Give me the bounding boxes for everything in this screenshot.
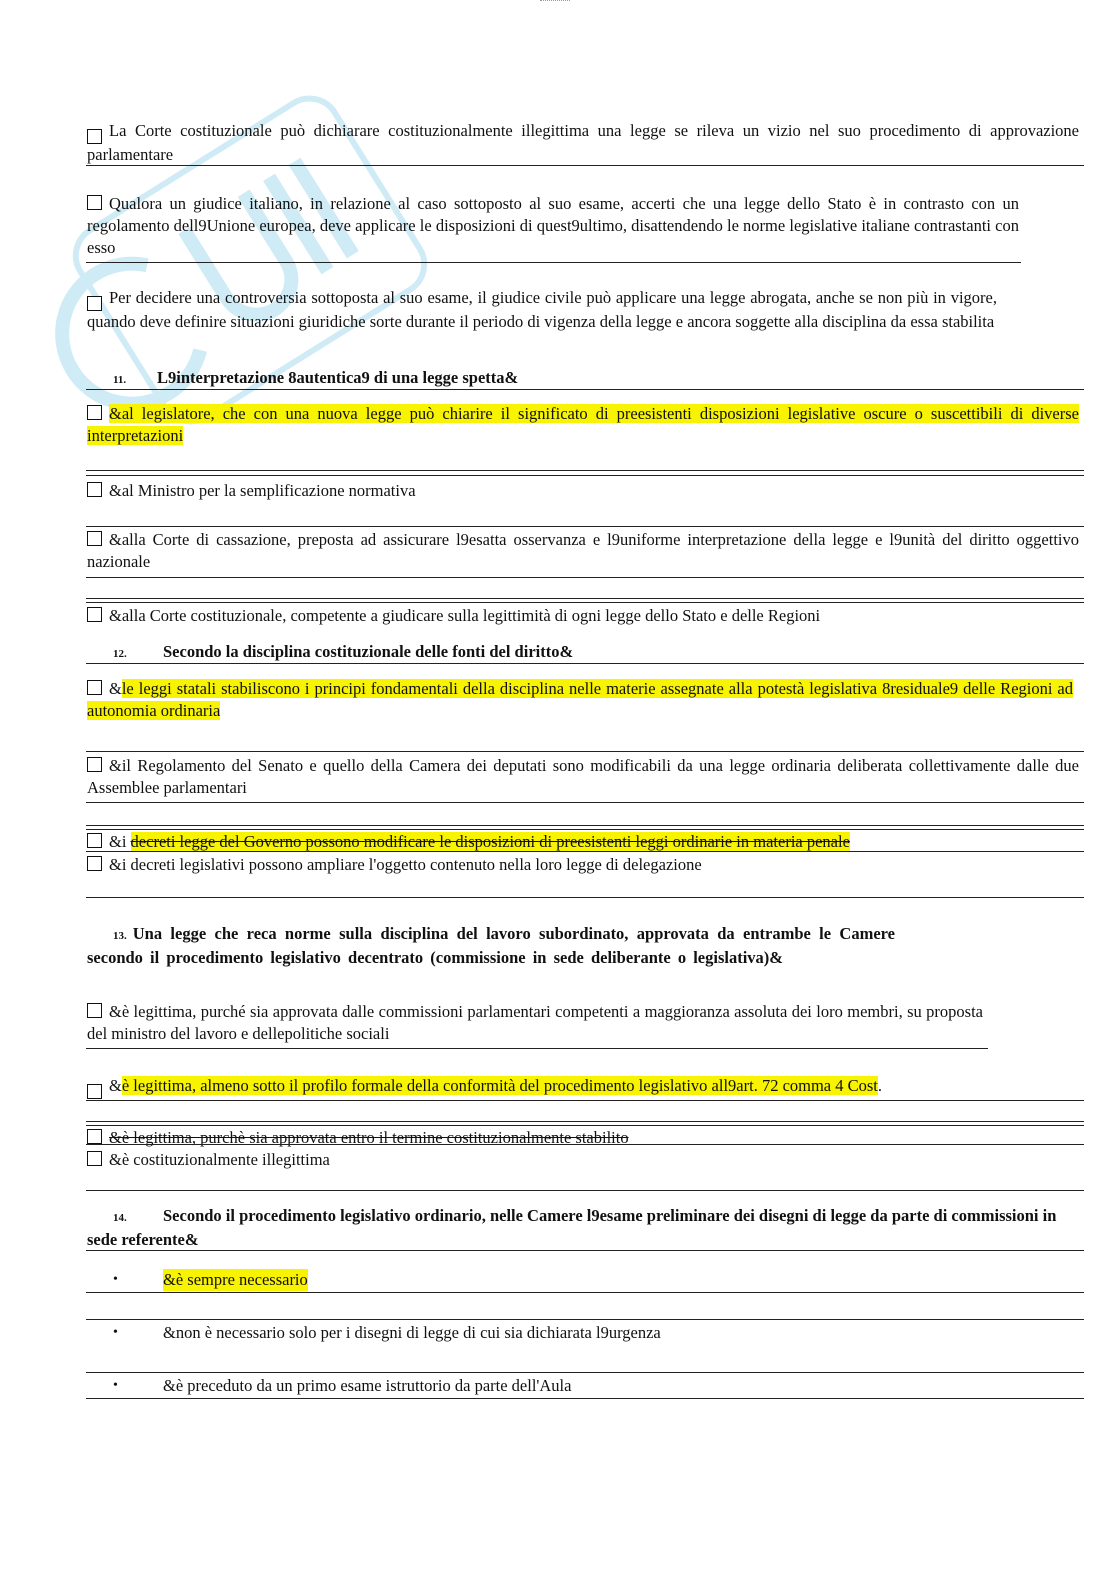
question-14 xyxy=(87,1205,1079,1251)
divider xyxy=(86,1292,1084,1293)
option-13a xyxy=(87,1001,983,1045)
divider xyxy=(86,829,1084,830)
option-13b: &è legittima, almeno sotto il profilo formale della conformità del procedimento legislativo all9art. 72 comma 4 Cost. xyxy=(87,1075,1079,1099)
divider xyxy=(86,851,1084,852)
divider xyxy=(86,1398,1084,1399)
divider xyxy=(86,1144,1084,1145)
option-text: &il Regolamento del Senato e quello della Camera dei deputati sono modificabili da una legge ordinaria deliberata collettivamente dalle due Assemblee parlamentari xyxy=(87,756,1079,797)
question-number: 14. xyxy=(113,1212,127,1224)
checkbox[interactable] xyxy=(87,482,102,497)
option-12d xyxy=(87,854,1079,876)
checkbox[interactable] xyxy=(87,1129,102,1144)
option-text: &alla Corte costituzionale, competente a giudicare sulla legittimità di ogni legge dello Stato e delle Regioni xyxy=(109,606,821,625)
question-13 xyxy=(87,923,895,969)
divider xyxy=(86,389,1084,390)
option-text: Per decidere una controversia sottoposta al suo esame, il giudice civile può applicare una legge abrogata, anche se non più in vigore, quando deve definire situazioni giuridiche sorte durante il periodo di vigenza della legge e ancora soggette alla disciplina da essa stabilita xyxy=(87,288,997,331)
checkbox[interactable] xyxy=(87,531,102,546)
option-text: è legittima, almeno sotto il profilo formale della conformità del procedimento legislativo all9art. 72 comma 4 Cost xyxy=(121,1076,878,1095)
question-text: L9interpretazione 8autentica9 di una legge spetta& xyxy=(157,368,519,387)
option-intro-1 xyxy=(87,120,1079,166)
option-text: decreti legge del Governo possono modificare le disposizioni di preesistenti leggi ordinarie in materia penale xyxy=(130,832,850,851)
question-number: 12. xyxy=(113,648,127,660)
checkbox[interactable] xyxy=(87,1084,102,1099)
divider xyxy=(86,577,1084,578)
divider xyxy=(86,897,1084,898)
divider xyxy=(86,475,1084,476)
divider xyxy=(86,526,1084,527)
option-12c: &i decreti legge del Governo possono modificare le disposizioni di preesistenti leggi ordinarie in materia penale xyxy=(87,831,1079,853)
divider xyxy=(86,598,1084,599)
question-text: Secondo la disciplina costituzionale delle fonti del diritto& xyxy=(163,642,574,661)
option-text: &è sempre necessario xyxy=(163,1270,308,1289)
question-number: 13. xyxy=(113,930,127,942)
option-12a: &le leggi statali stabiliscono i principi fondamentali della disciplina nelle materie assegnate alla potestà legislativa 8residuale9 delle Regioni ad autonomia ordinaria xyxy=(87,679,1073,720)
option-13c xyxy=(87,1127,1079,1149)
divider xyxy=(86,602,1084,603)
divider xyxy=(86,663,1084,664)
question-number: 11. xyxy=(113,374,127,386)
question-12 xyxy=(113,641,573,665)
option-text: &è preceduto da un primo esame istruttorio da parte dell'Aula xyxy=(163,1376,572,1395)
checkbox[interactable] xyxy=(87,833,102,848)
divider xyxy=(86,1121,1084,1122)
option-text: le leggi statali stabiliscono i principi fondamentali della disciplina nelle materie assegnate alla potestà legislativa 8residuale9 delle Regioni ad autonomia ordinaria xyxy=(87,679,1073,720)
option-text: &i decreti legislativi possono ampliare l'oggetto contenuto nella loro legge di delegazione xyxy=(109,855,702,874)
divider xyxy=(86,1250,1084,1251)
option-11b xyxy=(87,480,1079,502)
option-12b xyxy=(87,755,1079,799)
divider xyxy=(86,825,1084,826)
divider xyxy=(86,1190,1084,1191)
checkbox[interactable] xyxy=(87,680,102,695)
option-text: La Corte costituzionale può dichiarare costituzionalmente illegittima una legge se rileva un vizio nel suo procedimento di approvazione parlamentare xyxy=(87,121,1079,164)
checkbox[interactable] xyxy=(87,1003,102,1018)
option-text: &è legittima, purchè sia approvata entro il termine costituzionalmente stabilito xyxy=(109,1128,629,1147)
bullet-icon: • xyxy=(113,1378,118,1393)
option-intro-2 xyxy=(87,193,1019,259)
checkbox[interactable] xyxy=(87,405,102,420)
question-11 xyxy=(113,367,518,391)
option-text: Qualora un giudice italiano, in relazione al caso sottoposto al suo esame, accerti che una legge dello Stato è in contrasto con un regolamento dell9Unione europea, deve applicare le disposizioni di quest9ultimo, disattendendo le norme legislative italiane contrastanti con esso xyxy=(87,194,1019,257)
divider xyxy=(86,1319,1084,1320)
checkbox[interactable] xyxy=(87,1151,102,1166)
checkbox[interactable] xyxy=(87,607,102,622)
divider xyxy=(86,802,1084,803)
bullet-icon: • xyxy=(113,1272,118,1287)
divider xyxy=(86,1125,1084,1126)
divider xyxy=(86,470,1084,471)
checkbox[interactable] xyxy=(87,195,102,210)
option-text: &non è necessario solo per i disegni di legge di cui sia dichiarata l9urgenza xyxy=(163,1323,661,1342)
divider xyxy=(86,751,1084,752)
question-text: Una legge che reca norme sulla disciplina del lavoro subordinato, approvata da entrambe le Camere secondo il procedimento legislativo decentrato (commissione in sede deliberante o legislativa)& xyxy=(87,924,895,967)
checkbox[interactable] xyxy=(87,856,102,871)
divider xyxy=(86,1048,988,1049)
option-11c xyxy=(87,529,1079,573)
option-text: &è legittima, purché sia approvata dalle commissioni parlamentari competenti a maggioranza assoluta dei loro membri, su proposta del ministro del lavoro e dellepolitiche sociali xyxy=(87,1002,983,1043)
checkbox[interactable] xyxy=(87,757,102,772)
option-text: &al Ministro per la semplificazione normativa xyxy=(109,481,416,500)
option-intro-3 xyxy=(87,287,997,333)
divider xyxy=(86,1372,1084,1373)
page-header-mark xyxy=(540,0,570,4)
option-13d xyxy=(87,1149,1079,1171)
option-11d xyxy=(87,605,1079,627)
divider xyxy=(86,165,1084,166)
option-text: &alla Corte di cassazione, preposta ad assicurare l9esatta osservanza e l9uniforme interpretazione della legge e l9unità del diritto oggettivo nazionale xyxy=(87,530,1079,571)
bullet-icon: • xyxy=(113,1325,118,1340)
option-11a xyxy=(87,403,1079,447)
divider xyxy=(86,262,1021,263)
option-text: &al legislatore, che con una nuova legge può chiarire il significato di preesistenti disposizioni legislative oscure o suscettibili di diverse interpretazioni xyxy=(87,404,1079,445)
checkbox[interactable] xyxy=(87,129,102,144)
divider xyxy=(86,1100,1084,1101)
checkbox[interactable] xyxy=(87,296,102,311)
question-text: Secondo il procedimento legislativo ordinario, nelle Camere l9esame preliminare dei disegni di legge da parte di commissioni in sede referente& xyxy=(87,1206,1057,1249)
option-text: &è costituzionalmente illegittima xyxy=(109,1150,330,1169)
